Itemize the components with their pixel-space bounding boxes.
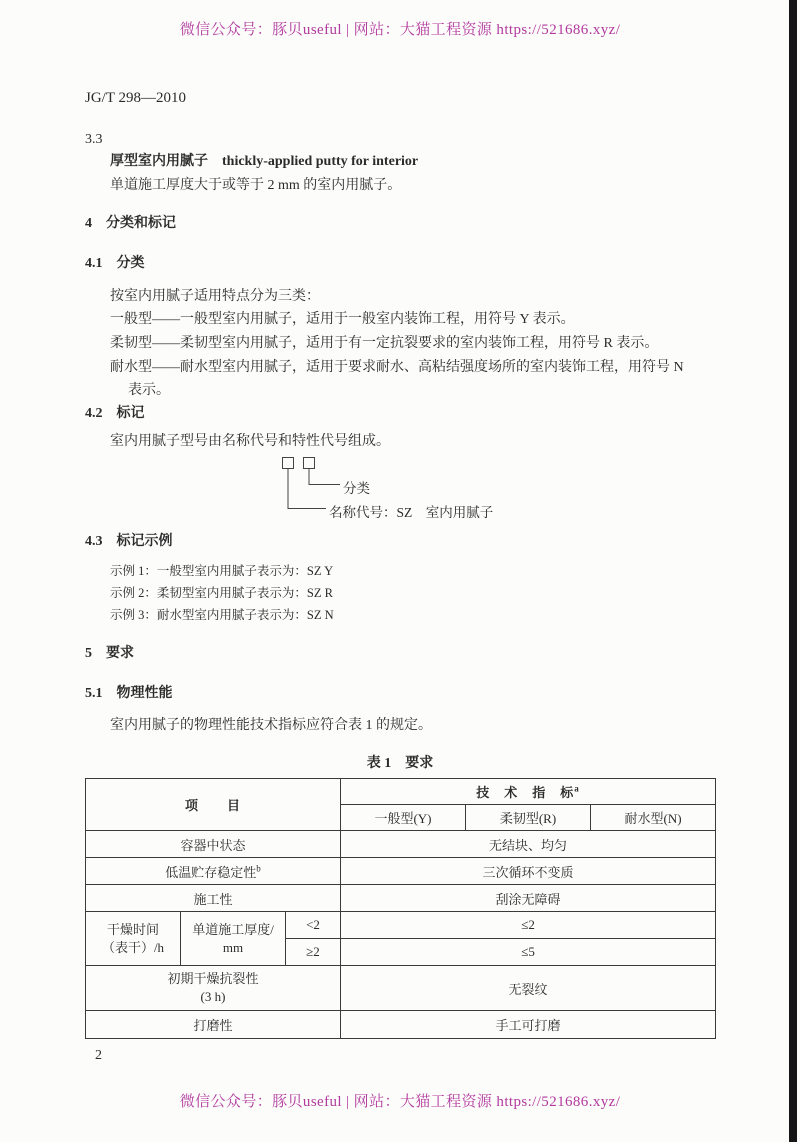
diagram-label-class: 分类 bbox=[343, 481, 370, 496]
table-subheader-waterproof: 耐水型(N) bbox=[591, 805, 716, 831]
table-header-tech-index bbox=[341, 779, 716, 805]
classification-item: 柔韧型——柔韧型室内用腻子，适用于有一定抗裂要求的室内装饰工程，用符号 R 表示。 bbox=[110, 336, 659, 351]
drying-label-line2: （表干）/h bbox=[101, 939, 165, 955]
storage-label-text: 低温贮存稳定性 bbox=[165, 864, 257, 880]
crack-label-line1: 初期干燥抗裂性 bbox=[167, 971, 259, 987]
scan-border-artifact bbox=[789, 0, 797, 1142]
doc-code: JG/T 298—2010 bbox=[85, 90, 186, 106]
thickness-label-line1: 单道施工厚度/ bbox=[192, 921, 274, 937]
drying-value-2: ≤5 bbox=[341, 939, 716, 966]
section-5-heading: 5 要求 bbox=[85, 646, 134, 661]
table-row bbox=[86, 831, 716, 858]
marking-example: 示例 3：耐水型室内用腻子表示为：SZ N bbox=[110, 608, 334, 622]
section-4-3-heading: 4.3 标记示例 bbox=[85, 534, 173, 549]
section-4-2-heading: 4.2 标记 bbox=[85, 406, 145, 421]
designation-box-class bbox=[304, 458, 315, 469]
table-row bbox=[86, 966, 716, 1011]
row-drying-thickness-label bbox=[181, 912, 286, 966]
table-row bbox=[86, 858, 716, 885]
table-row bbox=[86, 1011, 716, 1039]
row-drying-label bbox=[86, 912, 181, 966]
row-container-value: 无结块、均匀 bbox=[341, 831, 716, 858]
thickness-label-line2: mm bbox=[222, 939, 244, 955]
drying-value-1: ≤2 bbox=[341, 912, 716, 939]
classification-item-continuation: 表示。 bbox=[128, 383, 170, 398]
watermark-top: 微信公众号：豚贝useful | 网站：大猫工程资源 https://521686.xyz/ bbox=[179, 22, 621, 38]
section-3-3-number: 3.3 bbox=[85, 132, 103, 147]
table-header-item: 项 目 bbox=[86, 779, 341, 831]
designation-box-name bbox=[283, 458, 294, 469]
diagram-label-name: 名称代号：SZ 室内用腻子 bbox=[329, 505, 494, 520]
page-number: 2 bbox=[95, 1048, 102, 1063]
section-4-2-intro: 室内用腻子型号由名称代号和特性代号组成。 bbox=[110, 434, 390, 449]
diagram-line-class bbox=[309, 469, 340, 485]
row-crack-label bbox=[86, 966, 341, 1011]
watermark-bottom: 微信公众号：豚贝useful | 网站：大猫工程资源 https://521686.xyz/ bbox=[179, 1094, 621, 1110]
classification-item: 耐水型——耐水型室内用腻子，适用于要求耐水、高粘结强度场所的室内装饰工程，用符号 N bbox=[110, 360, 684, 375]
drying-label-line1: 干燥时间 bbox=[106, 921, 159, 937]
storage-footnote-b: b bbox=[256, 863, 261, 874]
row-workability-label: 施工性 bbox=[86, 885, 341, 912]
term-en: thickly-applied putty for interior bbox=[222, 154, 419, 169]
section-4-1-heading: 4.1 分类 bbox=[85, 256, 145, 271]
row-storage-label bbox=[86, 858, 341, 885]
row-crack-value: 无裂纹 bbox=[341, 966, 716, 1011]
section-5-1-heading: 5.1 物理性能 bbox=[85, 686, 173, 701]
row-sanding-label: 打磨性 bbox=[86, 1011, 341, 1039]
drying-condition-1: <2 bbox=[286, 912, 341, 939]
term-zh: 厚型室内用腻子 bbox=[110, 154, 208, 169]
row-storage-value: 三次循环不变质 bbox=[341, 858, 716, 885]
requirements-table bbox=[85, 778, 716, 1039]
tech-index-footnote-a: a bbox=[574, 783, 580, 794]
section-4-1-intro: 按室内用腻子适用特点分为三类： bbox=[110, 289, 320, 304]
section-3-3-definition: 单道施工厚度大于或等于 2 mm 的室内用腻子。 bbox=[110, 178, 402, 193]
section-5-1-intro: 室内用腻子的物理性能技术指标应符合表 1 的规定。 bbox=[110, 718, 432, 733]
classification-item: 一般型——一般型室内用腻子，适用于一般室内装饰工程，用符号 Y 表示。 bbox=[110, 312, 575, 327]
crack-label-line2: (3 h) bbox=[200, 989, 226, 1004]
section-3-3-term bbox=[110, 152, 418, 172]
table-row bbox=[86, 912, 716, 939]
row-sanding-value: 手工可打磨 bbox=[341, 1011, 716, 1039]
row-container-label: 容器中状态 bbox=[86, 831, 341, 858]
table-subheader-general: 一般型(Y) bbox=[341, 805, 466, 831]
table-row bbox=[86, 885, 716, 912]
table-subheader-flexible: 柔韧型(R) bbox=[466, 805, 591, 831]
diagram-line-name bbox=[288, 469, 326, 509]
table-caption: 表 1 要求 bbox=[366, 756, 434, 771]
row-workability-value: 刮涂无障碍 bbox=[341, 885, 716, 912]
tech-index-label: 技 术 指 标 bbox=[476, 785, 575, 800]
section-4-heading: 4 分类和标记 bbox=[85, 216, 176, 231]
marking-example: 示例 1：一般型室内用腻子表示为：SZ Y bbox=[110, 564, 334, 578]
marking-example: 示例 2：柔韧型室内用腻子表示为：SZ R bbox=[110, 586, 333, 600]
drying-condition-2: ≥2 bbox=[286, 939, 341, 966]
